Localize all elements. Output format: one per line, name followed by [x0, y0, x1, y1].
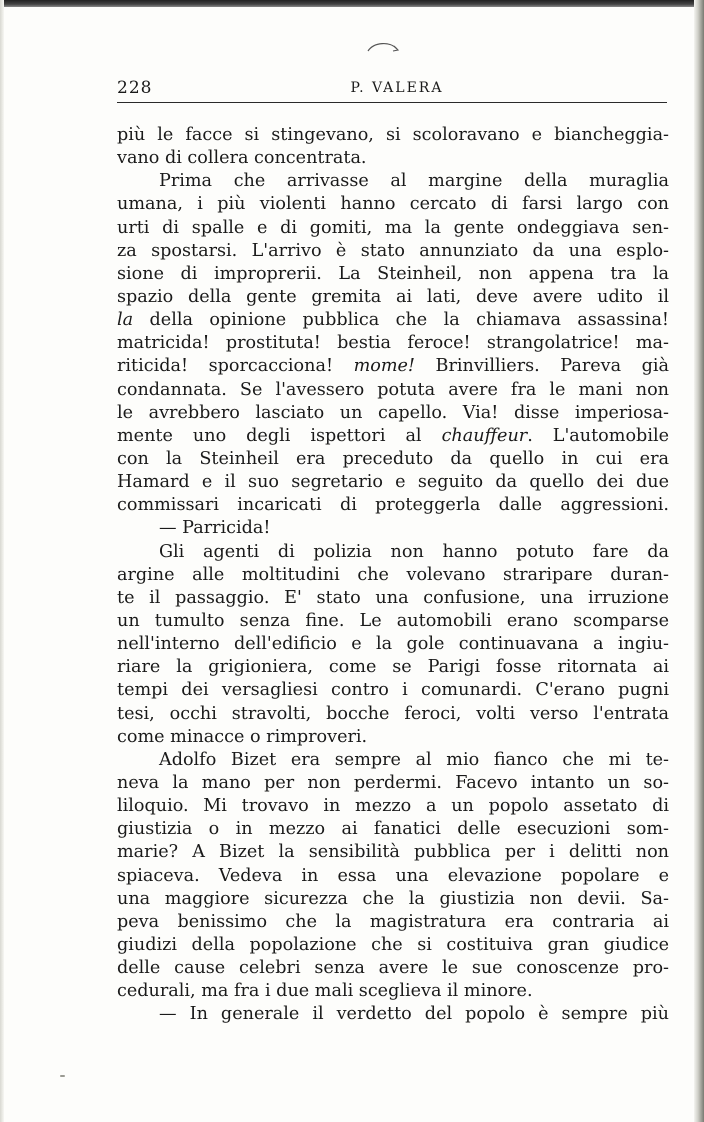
- text-line: [117, 355, 669, 378]
- scan-shadow-right: [694, 0, 704, 1122]
- text-run: della opinione pubblica che la chiamava assassina!: [133, 310, 669, 331]
- text-line: tempi dei versagliesi contro i comunardi. C'erano pugni: [117, 680, 669, 701]
- text-line: [117, 425, 669, 448]
- scan-speck: [60, 1075, 65, 1077]
- scan-shadow-top: [0, 0, 704, 7]
- text-line: più le facce si stingevano, si scoloravano e biancheggia-: [117, 125, 669, 145]
- running-head: [117, 78, 667, 102]
- text-line: Hamard e il suo segretario e seguito da quello dei due: [117, 472, 669, 493]
- text-line: commissari incaricati di proteggerla dalle aggressioni.: [117, 495, 669, 516]
- text-run: Brinvilliers. Pareva già: [415, 356, 669, 377]
- text-line: con la Steinheil era preceduto da quello in cui era: [117, 448, 669, 469]
- text-line: Gli agenti di polizia non hanno potuto fare da: [159, 541, 669, 562]
- text-line: — In generale il verdetto del popolo è sempre più: [159, 1004, 669, 1025]
- running-title: P. VALERA: [350, 80, 444, 96]
- text-line: matricida! prostituta! bestia feroce! strangolatrice! ma-: [117, 333, 669, 354]
- text-line: una maggiore sicurezza che la giustizia non devii. Sa-: [117, 888, 669, 909]
- italic-run: mome!: [353, 356, 416, 377]
- text-line: delle cause celebri senza avere le sue conoscenze pro-: [117, 958, 669, 979]
- text-line: Prima che arrivasse al margine della muraglia: [159, 171, 669, 192]
- text-line: giustizia o in mezzo ai fanatici delle esecuzioni som-: [117, 819, 669, 840]
- page-number: 228: [117, 78, 153, 98]
- text-line: za spostarsi. L'arrivo è stato annunziato da una esplo-: [117, 240, 669, 261]
- text-run: . L'automobile: [527, 425, 669, 446]
- text-line: neva la mano per non perdermi. Facevo intanto un so-: [117, 772, 669, 793]
- text-line: un tumulto senza fine. Le automobili erano scomparse: [117, 610, 669, 631]
- text-line: peva benissimo che la magistratura era contraria ai: [117, 911, 669, 932]
- text-run: mente uno degli ispettori al: [117, 425, 442, 446]
- italic-run: chauffeur: [441, 425, 528, 446]
- text-line: te il passaggio. E' stato una confusione, una irruzione: [117, 587, 669, 608]
- header-rule: [117, 102, 667, 103]
- text-line: [117, 309, 669, 332]
- text-line: le avrebbero lasciato un capello. Via! disse imperiosa-: [117, 402, 669, 423]
- body-text: [117, 124, 669, 1026]
- text-line: giudizi della popolazione che si costituiva gran giudice: [117, 934, 669, 955]
- text-line: condannata. Se l'avessero potuta avere fra le mani non: [117, 379, 669, 400]
- text-line: argine alle moltitudini che volevano straripare duran-: [117, 564, 669, 585]
- text-line: riare la grigioniera, come se Parigi fosse ritornata ai: [117, 657, 669, 678]
- text-line: umana, i più violenti hanno cercato di farsi largo con: [117, 194, 669, 215]
- text-line: come minacce o rimproveri.: [117, 726, 368, 747]
- text-line: spazio della gente gremita ai lati, deve avere udito il: [117, 286, 669, 307]
- text-line: vano di collera concentrata.: [117, 148, 367, 169]
- text-line: nell'interno dell'edificio e la gole continuavana a ingiu-: [117, 634, 669, 655]
- text-line: Adolfo Bizet era sempre al mio fianco che mi te-: [159, 749, 669, 770]
- text-line: cedurali, ma fra i due mali sceglieva il minore.: [117, 981, 533, 1002]
- ornament-mark: [366, 40, 400, 54]
- italic-run: la: [117, 310, 134, 331]
- text-line: urti di spalle e di gomiti, ma la gente ondeggiava sen-: [117, 217, 669, 238]
- text-line: — Parricida!: [159, 518, 271, 539]
- text-line: spiaceva. Vedeva in essa una elevazione popolare e: [117, 865, 669, 886]
- text-run: riticida! sporcacciona!: [117, 356, 354, 377]
- text-line: liloquio. Mi trovavo in mezzo a un popolo assetato di: [117, 796, 669, 817]
- text-line: tesi, occhi stravolti, bocche feroci, volti verso l'entrata: [117, 703, 669, 724]
- text-line: marie? A Bizet la sensibilità pubblica per i delitti non: [117, 842, 669, 863]
- text-line: sione di improprerii. La Steinheil, non appena tra la: [117, 263, 669, 284]
- scan-shadow-left: [0, 0, 4, 1122]
